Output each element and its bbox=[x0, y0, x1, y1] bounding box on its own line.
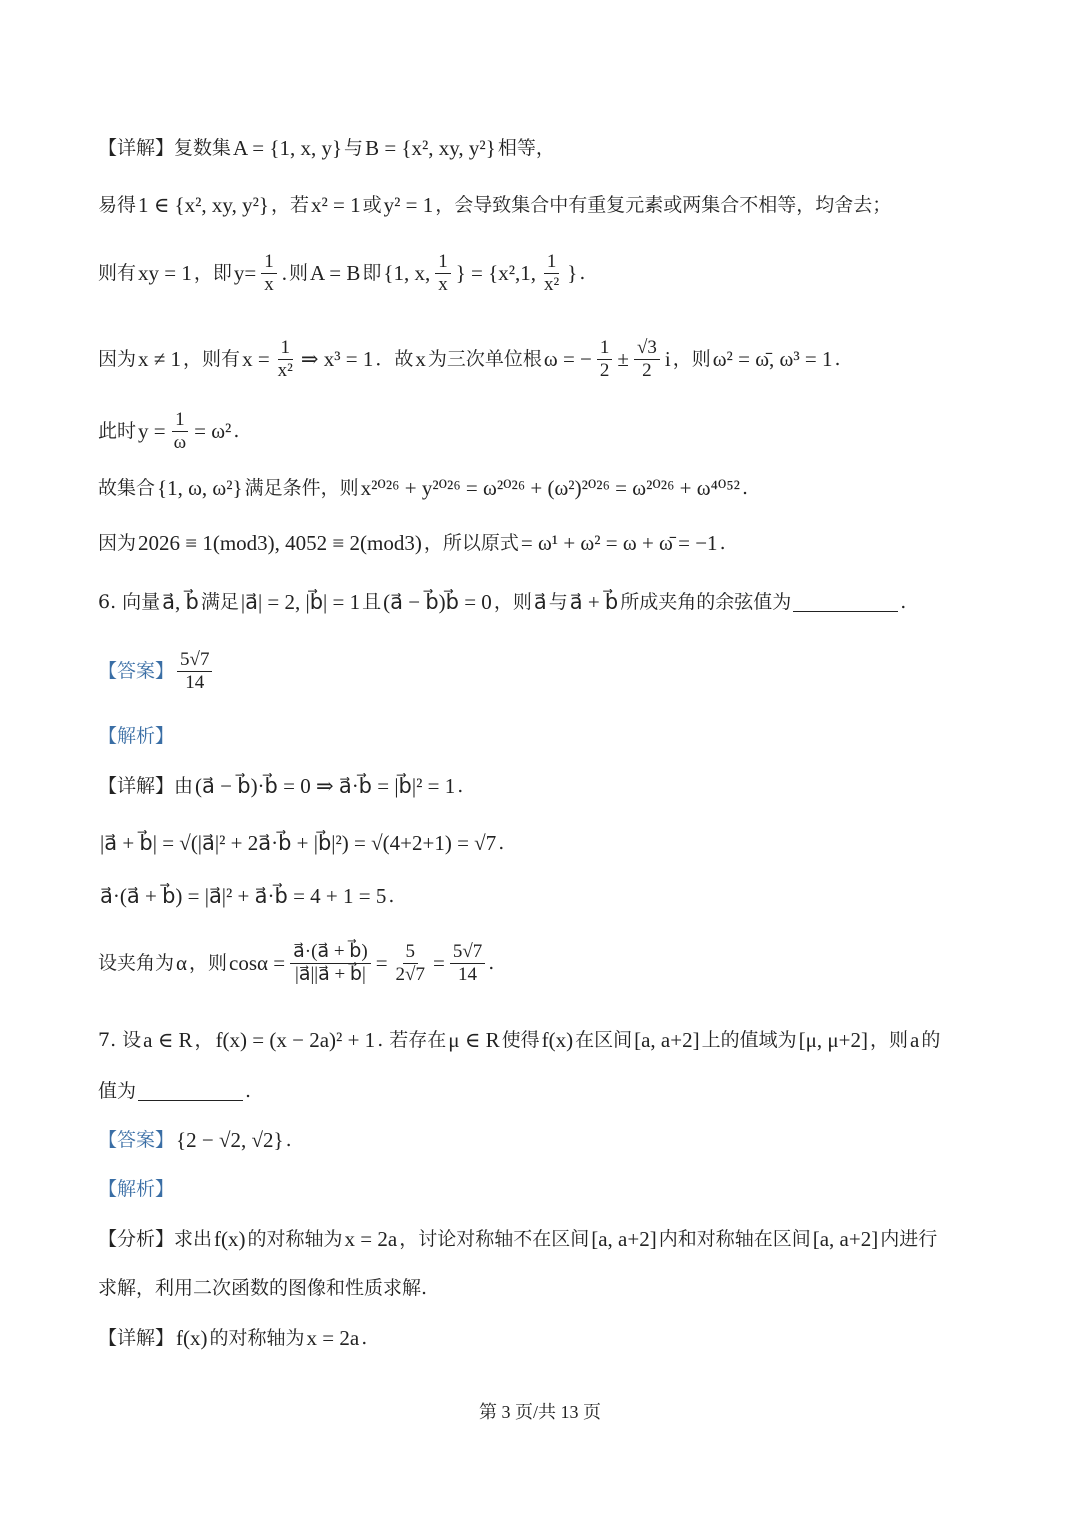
solution-detail-line-1 bbox=[98, 138, 990, 159]
question-7 bbox=[98, 1030, 990, 1051]
math-expr: = bbox=[375, 950, 388, 975]
answer-blank bbox=[138, 1082, 243, 1101]
fraction bbox=[393, 942, 428, 985]
math-expr: {1, ω, ω²} bbox=[157, 476, 243, 500]
math-expr: [a, a+2] bbox=[634, 1028, 700, 1052]
math-expr: cosα = bbox=[229, 950, 286, 975]
math-expr: [a, a+2] bbox=[812, 1227, 879, 1251]
text-span: 2 bbox=[599, 359, 610, 381]
text-span: 6. 向量 bbox=[98, 591, 161, 613]
fraction bbox=[541, 252, 562, 295]
text-span: ，则有 bbox=[183, 347, 241, 370]
text-span: 此时 bbox=[98, 419, 137, 442]
text-span: ，则 bbox=[869, 1029, 908, 1051]
math-expr: a⃗ bbox=[533, 590, 547, 614]
text-span: 14 bbox=[185, 671, 205, 693]
math-expr: xy = 1 bbox=[138, 260, 192, 285]
text-span: √3 bbox=[634, 338, 660, 360]
text-line-3 bbox=[98, 252, 990, 295]
text-span: ，则 bbox=[672, 347, 711, 370]
text-span: 的对称轴为 bbox=[209, 1327, 305, 1349]
detail-tag: 【详解】 bbox=[98, 1327, 175, 1349]
math-expr: = ω¹ + ω² = ω + ω̄ = −1 bbox=[520, 531, 718, 555]
analysis-tag: 【解析】 bbox=[98, 1178, 175, 1200]
text-span: ω bbox=[173, 431, 187, 453]
detail-tag: 【详解】 bbox=[98, 775, 175, 797]
text-span: 使得 bbox=[501, 1029, 540, 1051]
text-span: 1 bbox=[544, 252, 560, 274]
text-span: 1 bbox=[435, 252, 451, 274]
text-span: 2√7 bbox=[395, 963, 425, 985]
math-set-a: A = {1, x, y} bbox=[233, 136, 343, 160]
text-span: . bbox=[233, 419, 240, 442]
text-span: . bbox=[741, 477, 748, 499]
text-span: 14 bbox=[458, 963, 478, 985]
math-expr: } = {x²,1, bbox=[455, 260, 537, 285]
math-expr: a bbox=[909, 1028, 920, 1052]
text-span: x² bbox=[544, 273, 560, 295]
text-span: . bbox=[488, 951, 495, 974]
fraction bbox=[435, 252, 451, 295]
math-expr: ω = − bbox=[543, 346, 592, 371]
math-expr: 1 ∈ {x², xy, y²} bbox=[138, 193, 269, 217]
text-span: . bbox=[285, 1129, 292, 1151]
math-expr: x = bbox=[242, 346, 270, 371]
detail-line-7-1 bbox=[98, 1328, 990, 1349]
analysis-tag-6 bbox=[98, 727, 990, 746]
text-span: ，即 bbox=[193, 261, 232, 284]
text-span: . bbox=[498, 832, 505, 854]
math-expr: x bbox=[415, 346, 426, 371]
text-span: ，则 bbox=[493, 591, 532, 613]
text-span: . bbox=[388, 885, 395, 907]
text-span: ，讨论对称轴不在区间 bbox=[399, 1228, 590, 1250]
fraction bbox=[261, 252, 277, 295]
math-expr: |a⃗ + b⃗| = √(|a⃗|² + 2a⃗·b⃗ + |b⃗|²) = √(4+2+1) = √7 bbox=[100, 831, 497, 855]
text-line-4 bbox=[98, 338, 990, 381]
text-span: . bbox=[900, 591, 907, 613]
text-span: 内进行 bbox=[880, 1228, 938, 1250]
math-expr: 2026 ≡ 1(mod3), 4052 ≡ 2(mod3) bbox=[138, 531, 422, 555]
analysis-sub-tag: 【分析】 bbox=[98, 1228, 175, 1250]
text-span: . bbox=[361, 1327, 368, 1349]
math-expr: A = B bbox=[309, 260, 361, 285]
math-expr: f(x) = (x − 2a)² + 1 bbox=[215, 1028, 376, 1052]
math-expr: ⇒ x³ = 1 bbox=[300, 346, 374, 371]
text-span: 2 bbox=[642, 359, 652, 381]
text-span: . bbox=[834, 347, 841, 370]
math-expr: } bbox=[567, 260, 578, 285]
math-expr: ω² = ω̄, ω³ = 1 bbox=[712, 346, 833, 371]
text-span: 与 bbox=[548, 591, 568, 613]
math-expr: (a⃗ − b⃗)b⃗ = 0 bbox=[383, 590, 492, 614]
text-span: 则 bbox=[288, 261, 308, 284]
text-span: 或 bbox=[362, 194, 382, 216]
fraction bbox=[450, 942, 485, 985]
text-span: . bbox=[719, 532, 726, 554]
text-span: . 若存在 bbox=[377, 1029, 447, 1051]
math-expr: = bbox=[432, 950, 445, 975]
math-expr: i bbox=[664, 346, 671, 371]
math-expr: α bbox=[176, 950, 188, 975]
text-span: 1 bbox=[597, 338, 613, 360]
analysis-tag-7 bbox=[98, 1180, 990, 1199]
math-expr: = ω² bbox=[194, 418, 232, 443]
text-span: 1 bbox=[172, 410, 188, 432]
answer-blank bbox=[793, 593, 898, 612]
page-footer: 第 3 页/共 13 页 bbox=[478, 1402, 601, 1422]
answer-line-7 bbox=[98, 1130, 990, 1151]
detail-line-6-2 bbox=[98, 833, 990, 854]
text-span: 的 bbox=[921, 1029, 941, 1051]
detail-line-6-4 bbox=[98, 942, 990, 985]
text-span: x bbox=[438, 273, 448, 295]
math-expr: x²⁰²⁶ + y²⁰²⁶ = ω²⁰²⁶ + (ω²)²⁰²⁶ = ω²⁰²⁶ + ω⁴⁰⁵² bbox=[360, 476, 740, 500]
text-span: 上的值域为 bbox=[701, 1029, 797, 1051]
math-expr: ± bbox=[617, 346, 629, 371]
text-span: 满足 bbox=[200, 591, 239, 613]
math-expr: y = bbox=[138, 418, 166, 443]
text-span: 为三次单位根 bbox=[427, 347, 542, 370]
math-expr: μ ∈ R bbox=[448, 1028, 500, 1052]
detail-line-6-1 bbox=[98, 776, 990, 797]
text-span: 故集合 bbox=[98, 477, 156, 499]
math-expr: x ≠ 1 bbox=[138, 346, 182, 371]
text-span: 7. 设 bbox=[98, 1029, 142, 1051]
text-span: . bbox=[245, 1080, 252, 1102]
text-span: 求出 bbox=[174, 1228, 213, 1250]
math-expr: f(x) bbox=[176, 1326, 208, 1350]
text-span: 1 bbox=[278, 338, 294, 360]
analysis-line-7 bbox=[98, 1229, 990, 1250]
math-expr: y² = 1 bbox=[383, 193, 434, 217]
math-expr: a⃗, b⃗ bbox=[162, 590, 199, 614]
math-expr: |a⃗| = 2, |b⃗| = 1 bbox=[240, 590, 361, 614]
math-expr: (a⃗ − b⃗)·b⃗ = 0 ⇒ a⃗·b⃗ = |b⃗|² = 1 bbox=[195, 774, 456, 798]
text-span: x bbox=[264, 273, 274, 295]
fraction bbox=[275, 338, 296, 381]
fraction bbox=[171, 410, 190, 453]
math-set-b: B = {x², xy, y²} bbox=[365, 136, 496, 160]
text-span: a⃗·(a⃗ + b⃗) bbox=[290, 942, 371, 964]
math-expr: f(x) bbox=[214, 1227, 246, 1251]
text-line-6 bbox=[98, 478, 990, 499]
text-span: 相等， bbox=[497, 137, 555, 159]
math-expr: . bbox=[281, 260, 287, 285]
text-span: ，则 bbox=[189, 951, 228, 974]
analysis-line-7-cont bbox=[98, 1279, 990, 1298]
text-span: 5√7 bbox=[450, 942, 485, 964]
text-span: 与 bbox=[344, 137, 364, 159]
math-expr: {1, x, bbox=[383, 260, 431, 285]
text-span: 且 bbox=[362, 591, 382, 613]
text-span: |a⃗||a⃗ + b⃗| bbox=[295, 963, 366, 985]
detail-line-6-3 bbox=[98, 886, 990, 907]
text-span: ，若 bbox=[270, 194, 309, 216]
answer-line-6 bbox=[98, 650, 990, 693]
fraction bbox=[634, 338, 660, 381]
text-span: 因为 bbox=[98, 347, 137, 370]
math-expr: [μ, μ+2] bbox=[798, 1028, 868, 1052]
analysis-tag: 【解析】 bbox=[98, 725, 175, 747]
answer-tag: 【答案】 bbox=[98, 1129, 175, 1151]
text-span: . bbox=[457, 775, 464, 797]
text-span: 5 bbox=[403, 942, 419, 964]
text-line-5 bbox=[98, 410, 990, 453]
math-expr: a⃗ + b⃗ bbox=[569, 590, 619, 614]
math-expr: a⃗·(a⃗ + b⃗) = |a⃗|² + a⃗·b⃗ = 4 + 1 = 5 bbox=[100, 884, 387, 908]
text-span: 设夹角为 bbox=[98, 951, 175, 974]
math-expr: x² = 1 bbox=[310, 193, 361, 217]
text-span: 5√7 bbox=[177, 650, 212, 672]
text-line-7 bbox=[98, 533, 990, 554]
text-span: 在区间 bbox=[575, 1029, 633, 1051]
text-span: 求解，利用二次函数的图像和性质求解. bbox=[98, 1277, 428, 1299]
text-span: 易得 bbox=[98, 194, 137, 216]
text-span: 的对称轴为 bbox=[247, 1228, 343, 1250]
detail-tag: 【详解】 bbox=[98, 137, 175, 159]
text-span: 则有 bbox=[98, 261, 137, 284]
text-span: 内和对称轴在区间 bbox=[658, 1228, 811, 1250]
text-span: 值为 bbox=[98, 1080, 137, 1102]
math-expr: f(x) bbox=[541, 1028, 574, 1052]
math-expr: x = 2a bbox=[306, 1326, 360, 1350]
fraction bbox=[177, 650, 212, 693]
math-expr: y= bbox=[233, 260, 257, 285]
text-span: 满足条件，则 bbox=[244, 477, 359, 499]
text-span: 1 bbox=[261, 252, 277, 274]
math-expr: {2 − √2, √2} bbox=[176, 1128, 284, 1152]
text-span: 因为 bbox=[98, 532, 137, 554]
fraction bbox=[290, 942, 371, 985]
text-span: . bbox=[579, 261, 586, 284]
math-expr: a ∈ R bbox=[143, 1028, 193, 1052]
math-expr: x = 2a bbox=[344, 1227, 398, 1251]
fraction bbox=[597, 338, 613, 381]
text-span: 所成夹角的余弦值为 bbox=[620, 591, 792, 613]
text-span: 即 bbox=[362, 261, 382, 284]
question-6 bbox=[98, 592, 990, 613]
answer-tag: 【答案】 bbox=[98, 659, 175, 682]
text-span: ，所以原式 bbox=[423, 532, 519, 554]
text-span: 由 bbox=[174, 775, 194, 797]
text-line-2 bbox=[98, 195, 990, 216]
text-span: 复数集 bbox=[174, 137, 232, 159]
text-span: ．故 bbox=[375, 347, 414, 370]
math-expr: [a, a+2] bbox=[591, 1227, 657, 1251]
text-span: ，会导致集合中有重复元素或两集合不相等，均舍去； bbox=[435, 194, 892, 216]
text-span: x² bbox=[277, 359, 293, 381]
question-7-cont bbox=[98, 1082, 990, 1101]
text-span: ， bbox=[194, 1029, 214, 1051]
